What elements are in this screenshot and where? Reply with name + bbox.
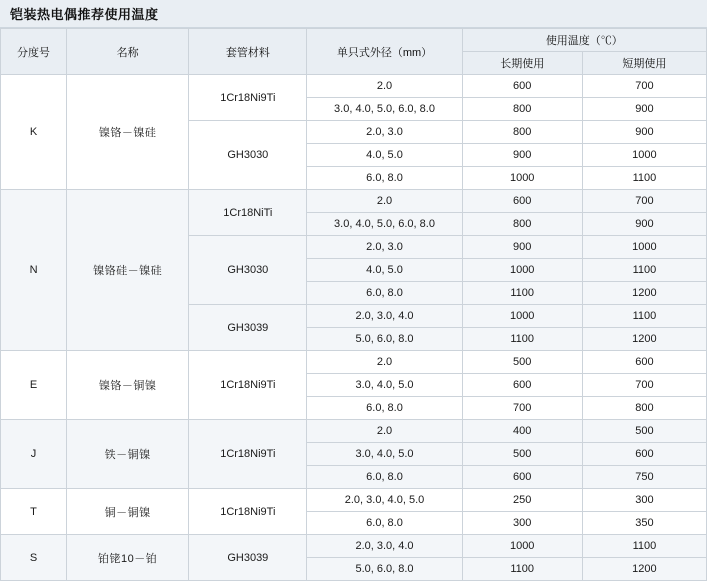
cell-degree: K (1, 75, 67, 190)
cell-short-term-temperature: 1200 (582, 328, 706, 351)
cell-diameter: 2.0 (307, 351, 462, 374)
cell-name: 镍铬－镍硅 (67, 75, 189, 190)
cell-long-term-temperature: 1000 (462, 259, 582, 282)
column-header-temperature: 使用温度（℃） (462, 29, 706, 52)
cell-sheath-material: GH3039 (189, 305, 307, 351)
cell-long-term-temperature: 600 (462, 75, 582, 98)
cell-sheath-material: 1Cr18Ni9Ti (189, 489, 307, 535)
cell-diameter: 6.0, 8.0 (307, 167, 462, 190)
cell-short-term-temperature: 900 (582, 121, 706, 144)
cell-long-term-temperature: 500 (462, 443, 582, 466)
cell-diameter: 4.0, 5.0 (307, 144, 462, 167)
cell-short-term-temperature: 1200 (582, 558, 706, 581)
cell-long-term-temperature: 400 (462, 420, 582, 443)
cell-diameter: 2.0 (307, 190, 462, 213)
cell-diameter: 2.0, 3.0, 4.0 (307, 535, 462, 558)
cell-diameter: 5.0, 6.0, 8.0 (307, 328, 462, 351)
cell-sheath-material: 1Cr18NiTi (189, 190, 307, 236)
table-row (1, 535, 707, 558)
cell-short-term-temperature: 700 (582, 374, 706, 397)
cell-long-term-temperature: 600 (462, 190, 582, 213)
cell-short-term-temperature: 600 (582, 351, 706, 374)
table-row (1, 75, 707, 98)
cell-short-term-temperature: 1100 (582, 167, 706, 190)
cell-diameter: 6.0, 8.0 (307, 397, 462, 420)
cell-name: 铂铑10－铂 (67, 535, 189, 581)
cell-short-term-temperature: 1100 (582, 535, 706, 558)
cell-degree: S (1, 535, 67, 581)
cell-diameter: 2.0, 3.0, 4.0, 5.0 (307, 489, 462, 512)
cell-short-term-temperature: 1000 (582, 236, 706, 259)
cell-long-term-temperature: 1000 (462, 305, 582, 328)
column-header-long-term: 长期使用 (462, 52, 582, 75)
cell-diameter: 5.0, 6.0, 8.0 (307, 558, 462, 581)
cell-long-term-temperature: 300 (462, 512, 582, 535)
cell-long-term-temperature: 1000 (462, 167, 582, 190)
thermocouple-temperature-table (0, 28, 707, 581)
cell-diameter: 2.0, 3.0 (307, 236, 462, 259)
cell-short-term-temperature: 500 (582, 420, 706, 443)
cell-long-term-temperature: 800 (462, 98, 582, 121)
cell-sheath-material: 1Cr18Ni9Ti (189, 420, 307, 489)
cell-diameter: 2.0 (307, 420, 462, 443)
table-row (1, 190, 707, 213)
cell-diameter: 3.0, 4.0, 5.0, 6.0, 8.0 (307, 213, 462, 236)
cell-diameter: 2.0 (307, 75, 462, 98)
cell-short-term-temperature: 350 (582, 512, 706, 535)
table-body (1, 75, 707, 581)
cell-short-term-temperature: 750 (582, 466, 706, 489)
cell-sheath-material: 1Cr18Ni9Ti (189, 75, 307, 121)
cell-diameter: 3.0, 4.0, 5.0 (307, 374, 462, 397)
cell-diameter: 3.0, 4.0, 5.0, 6.0, 8.0 (307, 98, 462, 121)
cell-diameter: 6.0, 8.0 (307, 466, 462, 489)
cell-short-term-temperature: 1100 (582, 259, 706, 282)
cell-degree: J (1, 420, 67, 489)
column-header-sheath: 套管材料 (189, 29, 307, 75)
cell-short-term-temperature: 900 (582, 213, 706, 236)
column-header-degree: 分度号 (1, 29, 67, 75)
cell-short-term-temperature: 300 (582, 489, 706, 512)
cell-short-term-temperature: 1000 (582, 144, 706, 167)
cell-degree: E (1, 351, 67, 420)
cell-short-term-temperature: 700 (582, 75, 706, 98)
table-row (1, 351, 707, 374)
page-title: 铠装热电偶推荐使用温度 (10, 7, 159, 22)
cell-name: 镍铬－铜镍 (67, 351, 189, 420)
cell-long-term-temperature: 600 (462, 374, 582, 397)
cell-long-term-temperature: 600 (462, 466, 582, 489)
cell-diameter: 3.0, 4.0, 5.0 (307, 443, 462, 466)
table-header-row-1 (1, 29, 707, 52)
cell-long-term-temperature: 250 (462, 489, 582, 512)
cell-long-term-temperature: 500 (462, 351, 582, 374)
cell-short-term-temperature: 1100 (582, 305, 706, 328)
cell-name: 镍铬硅－镍硅 (67, 190, 189, 351)
cell-short-term-temperature: 900 (582, 98, 706, 121)
column-header-name: 名称 (67, 29, 189, 75)
cell-sheath-material: GH3039 (189, 535, 307, 581)
cell-short-term-temperature: 1200 (582, 282, 706, 305)
cell-sheath-material: GH3030 (189, 236, 307, 305)
cell-diameter: 2.0, 3.0, 4.0 (307, 305, 462, 328)
cell-diameter: 6.0, 8.0 (307, 282, 462, 305)
table-row (1, 420, 707, 443)
table-header (1, 29, 707, 75)
document-title-bar (0, 0, 707, 28)
cell-short-term-temperature: 600 (582, 443, 706, 466)
cell-long-term-temperature: 1100 (462, 282, 582, 305)
cell-diameter: 6.0, 8.0 (307, 512, 462, 535)
cell-long-term-temperature: 800 (462, 121, 582, 144)
cell-long-term-temperature: 900 (462, 236, 582, 259)
column-header-diameter: 单只式外径（mm） (307, 29, 462, 75)
cell-sheath-material: GH3030 (189, 121, 307, 190)
cell-long-term-temperature: 900 (462, 144, 582, 167)
cell-long-term-temperature: 1100 (462, 558, 582, 581)
cell-long-term-temperature: 800 (462, 213, 582, 236)
cell-name: 铜－铜镍 (67, 489, 189, 535)
cell-diameter: 2.0, 3.0 (307, 121, 462, 144)
table-row (1, 489, 707, 512)
column-header-short-term: 短期使用 (582, 52, 706, 75)
cell-degree: N (1, 190, 67, 351)
cell-short-term-temperature: 700 (582, 190, 706, 213)
cell-long-term-temperature: 1000 (462, 535, 582, 558)
cell-name: 铁－铜镍 (67, 420, 189, 489)
cell-long-term-temperature: 1100 (462, 328, 582, 351)
cell-degree: T (1, 489, 67, 535)
cell-long-term-temperature: 700 (462, 397, 582, 420)
cell-short-term-temperature: 800 (582, 397, 706, 420)
cell-sheath-material: 1Cr18Ni9Ti (189, 351, 307, 420)
cell-diameter: 4.0, 5.0 (307, 259, 462, 282)
